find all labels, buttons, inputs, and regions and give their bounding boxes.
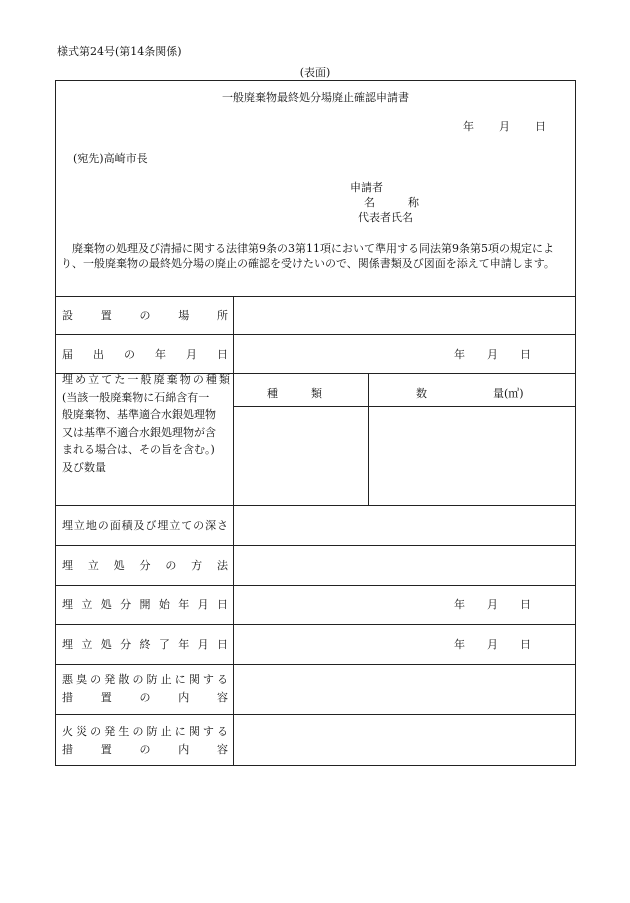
waste-label-line: (当該一般廃棄物に石綿含有一 [62, 390, 210, 404]
waste-column-divider [368, 373, 369, 505]
row-divider [56, 664, 575, 665]
applicant-block [350, 180, 419, 225]
waste-label-line: 又は基準不適合水銀処理物が含 [62, 425, 216, 439]
label-odor-prevention [62, 671, 228, 707]
waste-label-line: まれる場合は、その旨を含む。) [62, 443, 215, 456]
label-fire-prevention [62, 723, 228, 759]
label-notification-date: 届出の年月日 [62, 348, 228, 361]
applicant-representative-label: 代表者氏名 [358, 211, 413, 224]
side-label: (表面) [299, 66, 331, 79]
waste-header-divider [233, 406, 575, 407]
odor-label-line: 悪臭の発散の防止に関する [62, 673, 228, 686]
row-divider [56, 714, 575, 715]
row-divider [56, 545, 575, 546]
applicant-name-label: 名 称 [364, 196, 419, 209]
application-date: 年 月 日 [463, 120, 547, 133]
row-divider [56, 505, 575, 506]
label-column-divider [233, 296, 234, 765]
label-location: 設置の場所 [62, 309, 228, 322]
waste-label-line: 及び数量 [62, 460, 106, 474]
odor-label-line: 措置の内容 [62, 691, 228, 704]
waste-quantity-header: 数 量(㎥) [416, 387, 524, 400]
waste-label-line: 埋め立てた一般廃棄物の種類 [62, 373, 230, 386]
fire-label-line: 火災の発生の防止に関する [62, 725, 228, 738]
notification-date-value: 年 月 日 [454, 348, 531, 361]
row-divider [56, 296, 575, 297]
label-start-date: 埋立処分開始年月日 [62, 598, 228, 611]
start-date-value: 年 月 日 [454, 598, 531, 611]
fire-label-line: 措置の内容 [62, 743, 228, 756]
label-end-date: 埋立処分終了年月日 [62, 638, 228, 651]
waste-type-header: 種 類 [267, 387, 322, 400]
addressee: (宛先)高崎市長 [73, 152, 148, 165]
application-form [55, 80, 576, 766]
waste-label-line: 般廃棄物、基準適合水銀処理物 [62, 408, 216, 421]
label-area-depth: 埋立地の面積及び埋立ての深さ [62, 519, 228, 532]
row-divider [56, 334, 575, 335]
applicant-label: 申請者 [350, 181, 383, 194]
form-title: 一般廃棄物最終処分場廃止確認申請書 [222, 91, 409, 104]
label-disposal-method: 埋立処分の方法 [62, 559, 228, 572]
form-number: 様式第24号(第14条関係) [57, 45, 182, 58]
label-waste-types [62, 371, 230, 476]
application-statement: 廃棄物の処理及び清掃に関する法律第9条の3第11項において準用する同法第9条第5項の規定により、一般廃棄物の最終処分場の廃止の確認を受けたいので、関係書類及び図面を添えて申請します。 [61, 242, 555, 270]
row-divider [56, 585, 575, 586]
row-divider [56, 624, 575, 625]
end-date-value: 年 月 日 [454, 638, 531, 651]
